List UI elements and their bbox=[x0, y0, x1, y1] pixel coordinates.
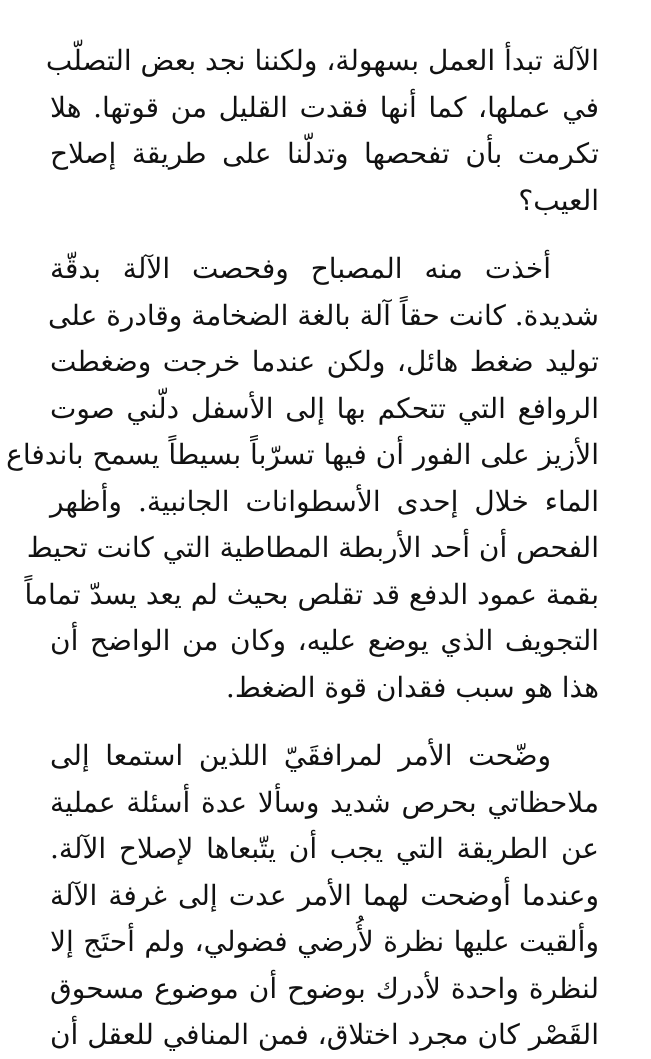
text-line: الآلة تبدأ العمل بسهولة، ولكننا نجد بعض التصلّب bbox=[45, 44, 599, 77]
text-line: ملاحظاتي بحرص شديد وسألا عدة أسئلة عملية bbox=[50, 785, 599, 819]
text-line: وضّحت الأمر لمرافقَيّ اللذين استمعا إلى bbox=[50, 739, 551, 772]
text-line: الروافع التي تتحكم بها إلى الأسفل دلّني صوت bbox=[50, 391, 599, 425]
text-line: عن الطريقة التي يجب أن يتّبعاها لإصلاح الآلة. bbox=[50, 832, 599, 865]
text-line: الأزيز على الفور أن فيها تسرّباً بسيطاً يسمح باندفاع bbox=[6, 438, 599, 471]
paragraph bbox=[6, 246, 599, 711]
text-line: التجويف الذي يوضع عليه، وكان من الواضح أن bbox=[50, 624, 599, 657]
text-line: لنظرة واحدة لأدرك بوضوح أن موضوع مسحوق bbox=[50, 971, 599, 1005]
paragraph bbox=[50, 733, 599, 1059]
text-line: توليد ضغط هائل، ولكن عندما خرجت وضغطت bbox=[50, 345, 599, 378]
text-line: تكرمت بأن تفحصها وتدلّنا على طريقة إصلاح bbox=[50, 137, 599, 170]
paragraph bbox=[45, 38, 599, 224]
text-line: أخذت منه المصباح وفحصت الآلة بدقّة bbox=[50, 252, 551, 285]
text-line: وعندما أوضحت لهما الأمر عدت إلى غرفة الآلة bbox=[50, 878, 599, 912]
text-line: الماء خلال إحدى الأسطوانات الجانبية. وأظهر bbox=[50, 484, 599, 518]
text-line: القَصْر كان مجرد اختلاق، فمن المنافي للعقل أن bbox=[49, 1018, 599, 1051]
text-line: شديدة. كانت حقاً آلة بالغة الضخامة وقادرة على bbox=[48, 298, 599, 332]
text-line: الفحص أن أحد الأربطة المطاطية التي كانت تحيط bbox=[26, 531, 599, 564]
text-line: بقمة عمود الدفع قد تقلص بحيث لم يعد يسدّ تماماً bbox=[24, 577, 599, 611]
text-line: هذا هو سبب فقدان قوة الضغط. bbox=[225, 670, 599, 704]
text-line: العيب؟ bbox=[518, 183, 599, 217]
text-line: وألقيت عليها نظرة لأُرضي فضولي، ولم أحتَج إلا bbox=[50, 925, 599, 958]
text-line: في عملها، كما أنها فقدت القليل من قوتها. هلا bbox=[50, 90, 599, 124]
